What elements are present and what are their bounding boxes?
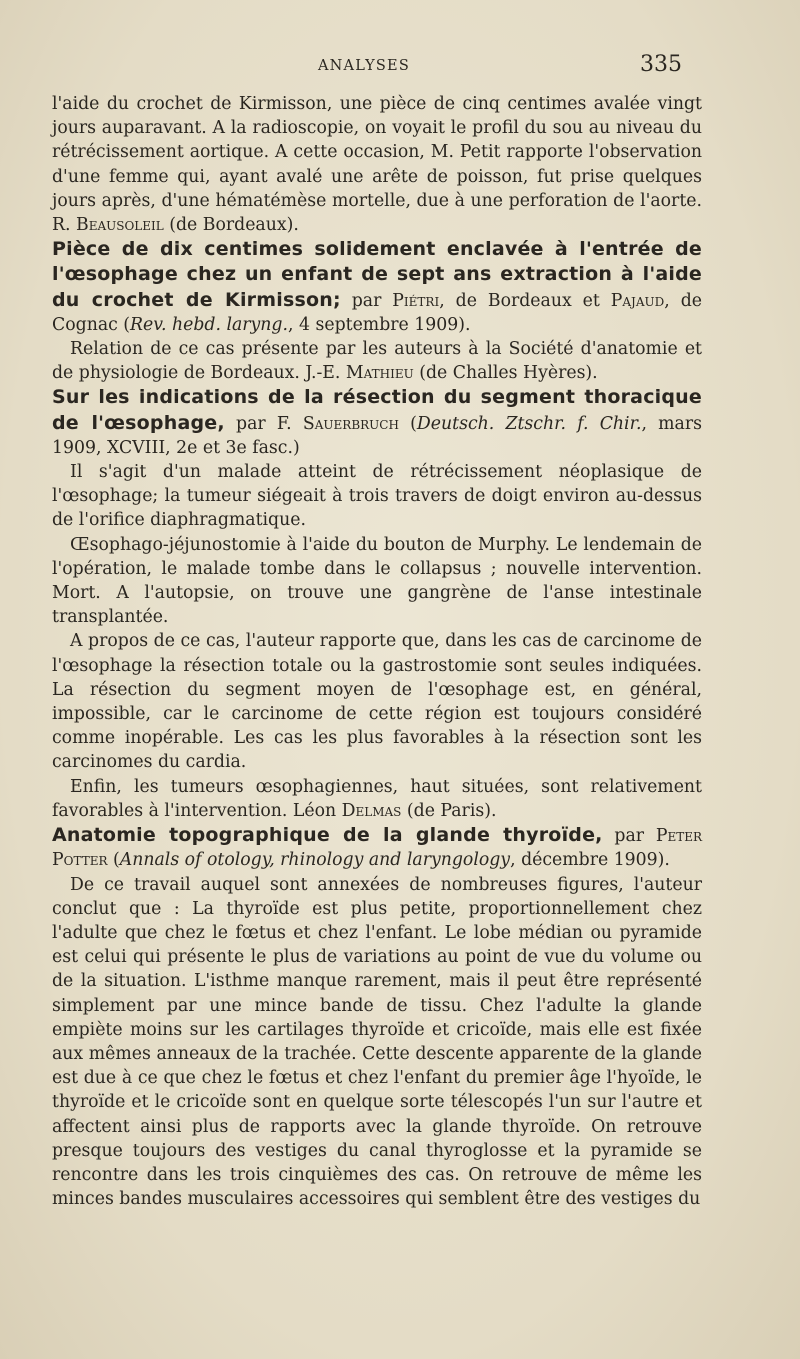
paragraph: Œsophago-jéjunostomie à l'aide du bouton de Murphy. Le lendemain de l'opération, le malade tombe dans le collapsus ; nouvelle intervention. Mort. A l'autopsie, on trouve une gangrène de l'anse intestinale transplantée. bbox=[52, 534, 702, 628]
journal-name: Annals of otology, rhinology and laryngology bbox=[119, 850, 511, 871]
running-title: ANALYSES bbox=[318, 58, 410, 74]
reviewer-name: Delmas bbox=[341, 800, 402, 821]
author-name: Sauerbruch bbox=[302, 413, 399, 434]
reviewer-name: Mathieu bbox=[345, 363, 414, 384]
article-title: Pièce de dix centimes solidement enclavée à l'entrée de l'œsophage chez un enfant de sept ans extraction à l'aide du crochet de Kirmisson; bbox=[52, 238, 702, 311]
author-name: Peter Potter bbox=[52, 826, 702, 871]
author-name: Piétri bbox=[392, 290, 440, 311]
article-2-heading: Pièce de dix centimes solidement enclavée à l'entrée de l'œsophage chez un enfant de sept ans extraction à l'aide du crochet de Kirmisson; par Piétri, de Bordeaux et Pajaud, de Cognac (Rev. hebd. laryng., 4 septembre 1909). bbox=[52, 238, 703, 335]
page-number: 335 bbox=[640, 52, 682, 77]
paragraph: A propos de ce cas, l'auteur rapporte que, dans les cas de carcinome de l'œsophage la résection totale ou la gastrostomie sont seules indiquées. La résection du segment moyen de l'œsophage est, en général, impossible, car le carcinome de cette région est toujours considéré comme inopérable. Les cas les plus favorables à la résection sont les carcinomes du cardia. bbox=[52, 631, 702, 773]
journal-name: Deutsch. Ztschr. f. Chir. bbox=[416, 413, 642, 434]
author-name: Pajaud bbox=[610, 290, 665, 311]
paragraph: Il s'agit d'un malade atteint de rétrécissement néoplasique de l'œsophage; la tumeur siégeait à trois travers de doigt environ au-dessus de l'orifice diaphragmatique. bbox=[52, 462, 702, 531]
article-4-heading: Anatomie topographique de la glande thyroïde, par Peter Potter (Annals of otology, rhinology and laryngology, décembre 1909). bbox=[52, 824, 702, 871]
article-title: Anatomie topographique de la glande thyroïde, bbox=[52, 824, 603, 847]
body-text bbox=[52, 92, 702, 1211]
paragraph: Enfin, les tumeurs œsophagiennes, haut situées, sont relativement favorables à l'intervention. Léon Delmas (de Paris). bbox=[52, 776, 702, 821]
paragraph: Relation de ce cas présente par les auteurs à la Société d'anatomie et de physiologie de Bordeaux. J.-E. Mathieu (de Challes Hyères). bbox=[52, 339, 702, 384]
paragraph: De ce travail auquel sont annexées de nombreuses figures, l'auteur conclut que : La thyroïde est plus petite, proportionnellement chez l'adulte que chez le fœtus et chez l'enfant. Le lobe médian ou pyramide est celui qui présente le plus de variations au point de vue du volume ou de la situation. L'isthme manque rarement, mais il peut être représenté simplement par une mince bande de tissu. Chez l'adulte la glande empiète moins sur les cartilages thyroïde et cricoïde, mais elle est fixée aux mêmes anneaux de la trachée. Cette descente apparente de la glande est due à ce que chez le fœtus et chez l'enfant du premier âge l'hyoïde, le thyroïde et le cricoïde sont en quelque sorte télescopés l'un sur l'autre et affectent ainsi plus de rapports avec la glande thyroïde. On retrouve presque toujours des vestiges du canal thyroglosse et la pyramide se rencontre dans les trois cinquièmes des cas. On retrouve de même les minces bandes musculaires accessoires qui semblent être des vestiges du bbox=[52, 874, 702, 1210]
journal-name: Rev. hebd. laryng. bbox=[130, 314, 288, 335]
reviewer-name: Beausoleil bbox=[76, 215, 164, 236]
article-3-heading: Sur les indications de la résection du segment thoracique de l'œsophage, par F. Sauerbruch (Deutsch. Ztschr. f. Chir., mars 1909, XCVIII, 2e et 3e fasc.) bbox=[52, 386, 702, 458]
article-1-tail: l'aide du crochet de Kirmisson, une pièce de cinq centimes avalée vingt jours auparavant. A la radioscopie, on voyait le profil du sou au niveau du rétrécissement aortique. A cette occasion, M. Petit rapporte l'observation d'une femme qui, ayant avalé une arête de poisson, fut prise quelques jours après, d'une hématémèse mortelle, due à une perforation de l'aorte. R. Beausoleil (de Bordeaux). bbox=[52, 94, 702, 236]
article-title: Sur les indications de la résection du segment thoracique de l'œsophage, bbox=[52, 386, 702, 434]
page-header bbox=[0, 52, 800, 80]
